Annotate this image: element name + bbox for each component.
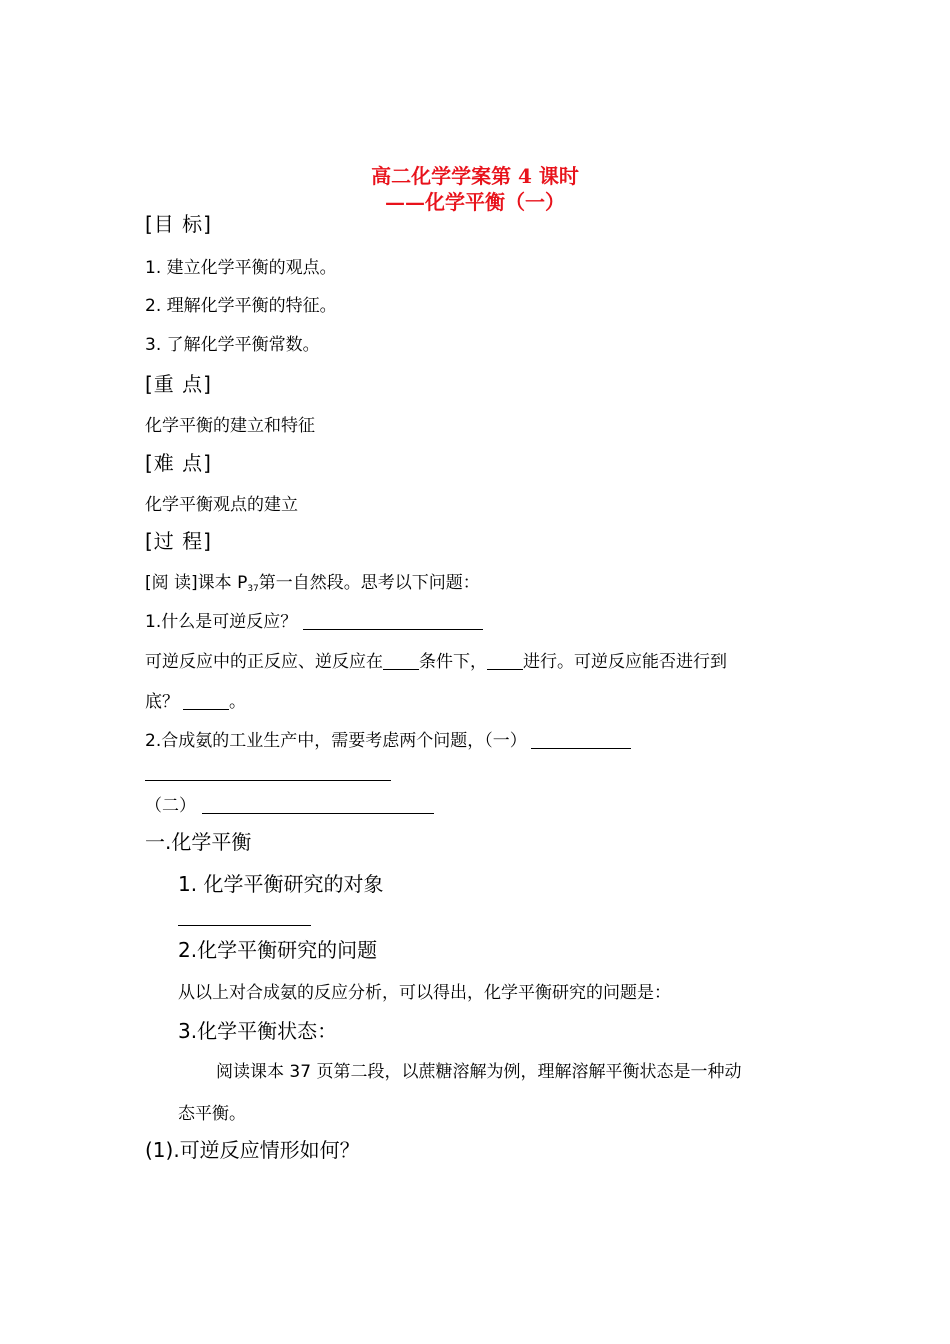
answer-blank[interactable]: [183, 692, 229, 710]
section-1-sub-3-text-a: 阅读课本 37 页第二段，以蔗糖溶解为例，理解溶解平衡状态是一种动: [216, 1062, 742, 1082]
section-1-item-1: (1).可逆反应情形如何？: [145, 1138, 360, 1162]
answer-blank[interactable]: [383, 652, 419, 670]
objective-item: 3. 了解化学平衡常数。: [145, 335, 320, 355]
question-1-detail-e: 。: [229, 692, 246, 712]
question-1-detail-b: 条件下，: [419, 652, 487, 672]
question-2-part2-label: （二）: [145, 796, 196, 816]
question-1: [145, 607, 483, 632]
document-title: 高二化学学案第 4 课时: [371, 164, 579, 188]
key-points-heading: [重 点]: [145, 372, 212, 396]
question-1-detail: [145, 647, 727, 672]
section-1-sub-1: 1. 化学平衡研究的对象: [178, 872, 384, 896]
objective-item: 1. 建立化学平衡的观点。: [145, 258, 337, 278]
difficulties-heading: [难 点]: [145, 451, 212, 475]
section-1-heading: 一.化学平衡: [145, 830, 252, 854]
answer-blank[interactable]: [303, 612, 483, 630]
document-subtitle: ——化学平衡（一）: [385, 190, 565, 214]
reading-prefix: [阅 读]课本 P: [145, 573, 248, 593]
answer-blank[interactable]: [202, 796, 434, 814]
reading-page-subscript: 37: [247, 584, 259, 594]
answer-blank[interactable]: [531, 731, 631, 749]
section-1-sub-2-text: 从以上对合成氨的反应分析，可以得出，化学平衡研究的问题是：: [178, 983, 671, 1003]
reading-suffix: 第一自然段。思考以下问题：: [258, 573, 480, 593]
answer-blank[interactable]: [487, 652, 523, 670]
objectives-heading: [目 标]: [145, 212, 212, 236]
reading-instruction: [145, 568, 480, 594]
question-1-detail-end: [145, 687, 246, 712]
question-2-text: 2.合成氨的工业生产中，需要考虑两个问题，（一）: [145, 731, 527, 751]
answer-blank-line[interactable]: [178, 925, 311, 926]
objective-item: 2. 理解化学平衡的特征。: [145, 296, 337, 316]
question-1-detail-d: 底？: [145, 692, 179, 712]
process-heading: [过 程]: [145, 529, 212, 553]
question-1-detail-a: 可逆反应中的正反应、逆反应在: [145, 652, 383, 672]
question-1-text: 1.什么是可逆反应？: [145, 612, 298, 632]
question-2: [145, 726, 631, 751]
section-1-sub-2: 2.化学平衡研究的问题: [178, 938, 378, 962]
difficulties-text: 化学平衡观点的建立: [145, 495, 298, 515]
question-2-part2: [145, 791, 434, 816]
answer-blank-line[interactable]: [145, 780, 391, 781]
section-1-sub-3: 3.化学平衡状态：: [178, 1019, 338, 1043]
section-1-sub-3-text-b: 态平衡。: [178, 1104, 246, 1124]
key-points-text: 化学平衡的建立和特征: [145, 416, 315, 436]
question-1-detail-c: 进行。可逆反应能否进行到: [523, 652, 727, 672]
